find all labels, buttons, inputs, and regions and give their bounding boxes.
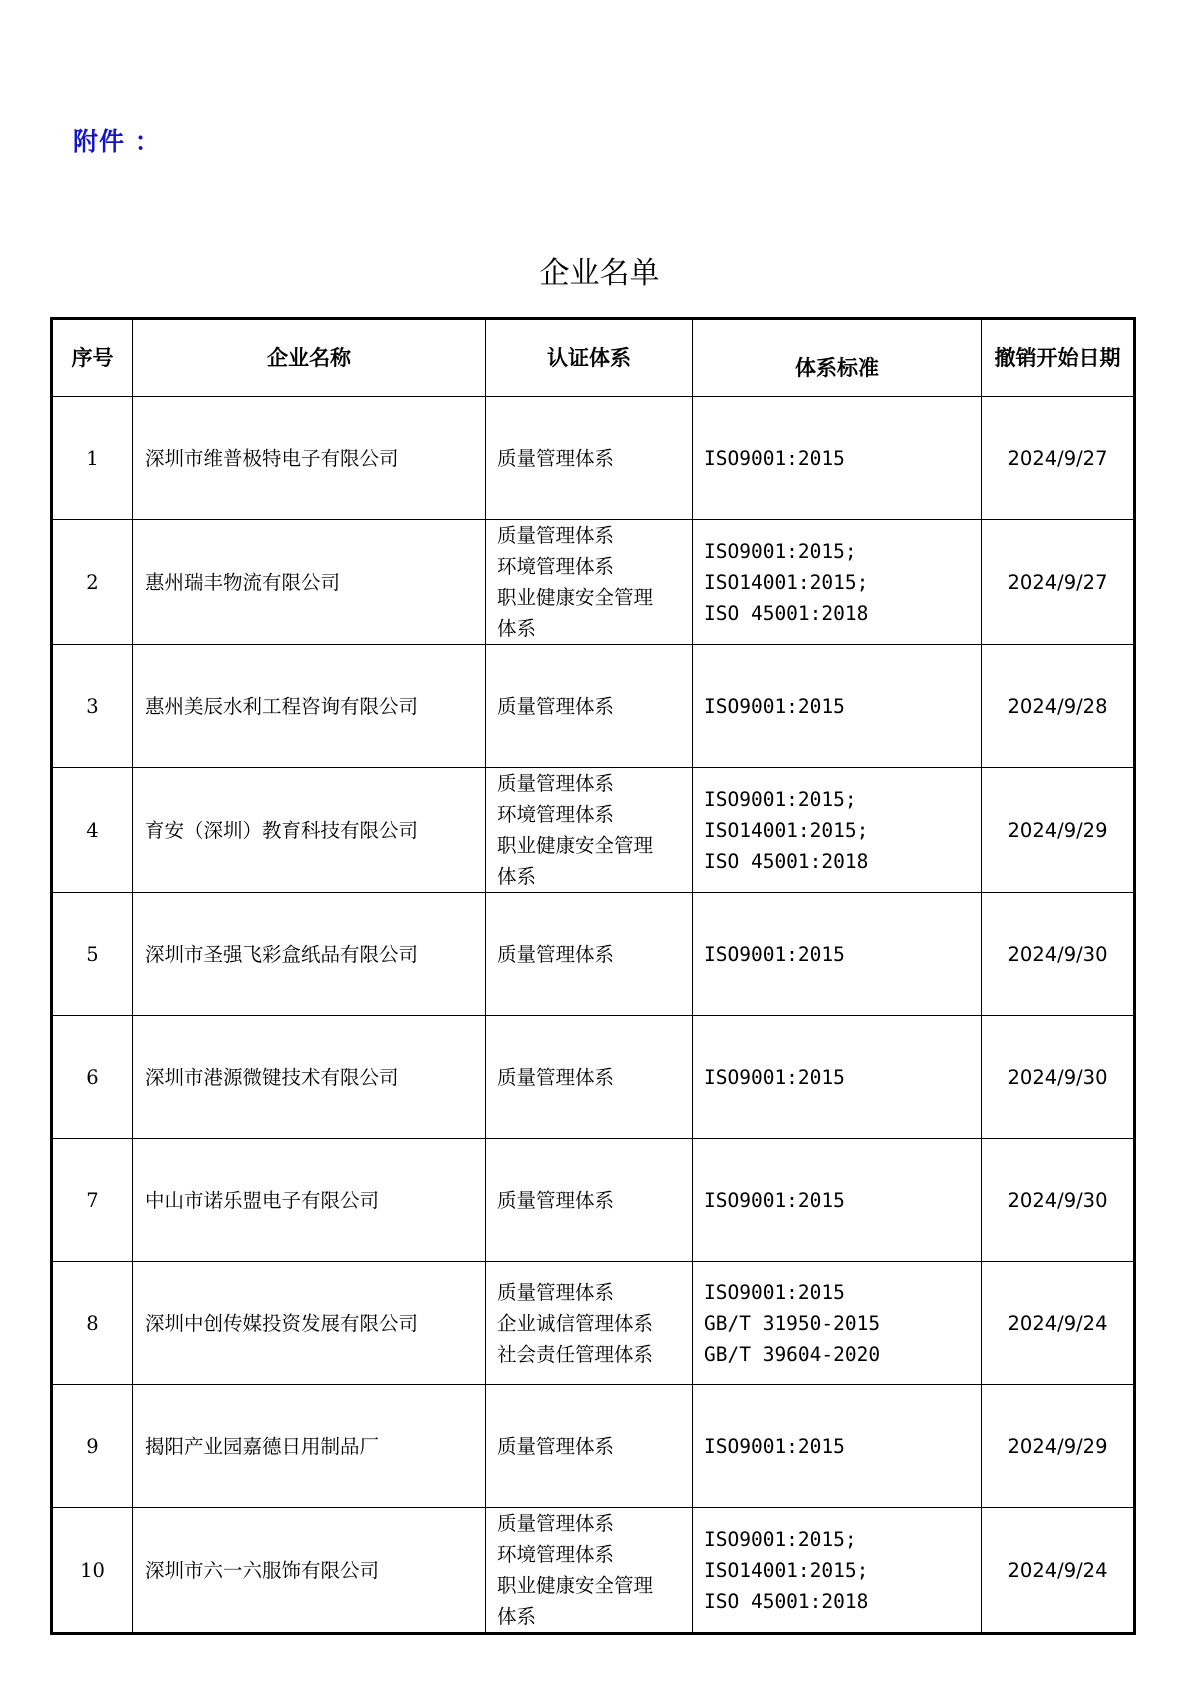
cert-system-line: 体系 (497, 865, 537, 888)
table-row (52, 893, 1135, 1016)
cert-system-line: 质量管理体系 (497, 1188, 615, 1212)
row-seq: 6 (52, 1016, 133, 1139)
row-standards (693, 1385, 982, 1508)
row-cert-systems (486, 1508, 693, 1634)
table-row (52, 1016, 1135, 1139)
cert-system-line: 社会责任管理体系 (497, 1342, 654, 1366)
row-revoke-date: 2024/9/29 (982, 768, 1135, 893)
standard-line: ISO9001:2015 (704, 1065, 845, 1089)
standard-line: ISO9001:2015; (704, 539, 857, 563)
row-revoke-date: 2024/9/30 (982, 893, 1135, 1016)
row-revoke-date: 2024/9/27 (982, 520, 1135, 645)
cert-system-line: 质量管理体系 (497, 1512, 615, 1535)
standard-line: ISO9001:2015; (704, 1527, 857, 1551)
row-company-name: 深圳市港源微键技术有限公司 (133, 1016, 486, 1139)
cert-system-line: 职业健康安全管理 (497, 834, 654, 857)
cert-system-line: 环境管理体系 (497, 803, 615, 826)
row-cert-systems (486, 1139, 693, 1262)
header-revoke-date: 撤销开始日期 (982, 319, 1135, 397)
standard-line: ISO9001:2015 (704, 1434, 845, 1458)
row-company-name: 育安（深圳）教育科技有限公司 (133, 768, 486, 893)
standard-line: ISO14001:2015; (704, 1558, 869, 1582)
row-standards (693, 893, 982, 1016)
cert-system-line: 环境管理体系 (497, 1543, 615, 1566)
standard-line: GB/T 31950-2015 (704, 1311, 881, 1335)
standard-line: ISO9001:2015 (704, 1188, 845, 1212)
row-seq: 5 (52, 893, 133, 1016)
row-revoke-date: 2024/9/24 (982, 1508, 1135, 1634)
row-standards (693, 520, 982, 645)
row-revoke-date: 2024/9/24 (982, 1262, 1135, 1385)
row-company-name: 深圳市圣强飞彩盒纸品有限公司 (133, 893, 486, 1016)
enterprise-table (50, 317, 1136, 1635)
cert-system-line: 质量管理体系 (497, 1065, 615, 1089)
row-seq: 1 (52, 397, 133, 520)
row-company-name: 深圳市维普极特电子有限公司 (133, 397, 486, 520)
header-seq: 序号 (52, 319, 133, 397)
cert-system-line: 质量管理体系 (497, 942, 615, 966)
cert-system-line: 体系 (497, 1605, 537, 1628)
row-seq: 3 (52, 645, 133, 768)
table-header-row (52, 319, 1135, 397)
row-cert-systems (486, 645, 693, 768)
row-seq: 10 (52, 1508, 133, 1634)
row-revoke-date: 2024/9/28 (982, 645, 1135, 768)
row-standards (693, 397, 982, 520)
standard-line: ISO 45001:2018 (704, 849, 869, 873)
row-standards (693, 1016, 982, 1139)
cert-system-line: 环境管理体系 (497, 555, 615, 578)
standard-line: ISO9001:2015 (704, 1280, 845, 1304)
table-row (52, 1139, 1135, 1262)
standard-line: GB/T 39604-2020 (704, 1342, 881, 1366)
row-revoke-date: 2024/9/30 (982, 1016, 1135, 1139)
row-revoke-date: 2024/9/30 (982, 1139, 1135, 1262)
row-company-name: 惠州瑞丰物流有限公司 (133, 520, 486, 645)
cert-system-line: 质量管理体系 (497, 1280, 615, 1304)
standard-line: ISO9001:2015 (704, 694, 845, 718)
row-company-name: 中山市诺乐盟电子有限公司 (133, 1139, 486, 1262)
header-name: 企业名称 (133, 319, 486, 397)
table-row (52, 645, 1135, 768)
standard-line: ISO9001:2015; (704, 787, 857, 811)
row-company-name: 深圳中创传媒投资发展有限公司 (133, 1262, 486, 1385)
row-standards (693, 1508, 982, 1634)
cert-system-line: 职业健康安全管理 (497, 586, 654, 609)
row-revoke-date: 2024/9/29 (982, 1385, 1135, 1508)
table-row (52, 397, 1135, 520)
row-cert-systems (486, 768, 693, 893)
row-standards (693, 768, 982, 893)
row-cert-systems (486, 1016, 693, 1139)
cert-system-line: 质量管理体系 (497, 446, 615, 470)
cert-system-line: 职业健康安全管理 (497, 1574, 654, 1597)
table-body (52, 397, 1135, 1634)
row-revoke-date: 2024/9/27 (982, 397, 1135, 520)
row-company-name: 揭阳产业园嘉德日用制品厂 (133, 1385, 486, 1508)
table-row (52, 768, 1135, 893)
cert-system-line: 企业诚信管理体系 (497, 1311, 654, 1335)
cert-system-line: 质量管理体系 (497, 524, 615, 547)
cert-system-line: 质量管理体系 (497, 1434, 615, 1458)
attachment-label: 附件 ： (73, 127, 161, 156)
table-row (52, 1508, 1135, 1634)
row-standards (693, 645, 982, 768)
row-seq: 2 (52, 520, 133, 645)
row-seq: 9 (52, 1385, 133, 1508)
cert-system-line: 质量管理体系 (497, 772, 615, 795)
cert-system-line: 质量管理体系 (497, 694, 615, 718)
row-standards (693, 1139, 982, 1262)
standard-line: ISO 45001:2018 (704, 601, 869, 625)
row-cert-systems (486, 1385, 693, 1508)
row-cert-systems (486, 1262, 693, 1385)
row-cert-systems (486, 893, 693, 1016)
standard-line: ISO 45001:2018 (704, 1589, 869, 1613)
standard-line: ISO14001:2015; (704, 818, 869, 842)
row-company-name: 深圳市六一六服饰有限公司 (133, 1508, 486, 1634)
standard-line: ISO9001:2015 (704, 446, 845, 470)
table-row (52, 1385, 1135, 1508)
standard-line: ISO14001:2015; (704, 570, 869, 594)
table-row (52, 520, 1135, 645)
row-cert-systems (486, 397, 693, 520)
header-standard: 体系标准 (693, 319, 982, 397)
table-row (52, 1262, 1135, 1385)
row-seq: 8 (52, 1262, 133, 1385)
page-title: 企业名单 (539, 256, 660, 291)
row-seq: 4 (52, 768, 133, 893)
header-cert-system: 认证体系 (486, 319, 693, 397)
standard-line: ISO9001:2015 (704, 942, 845, 966)
row-cert-systems (486, 520, 693, 645)
row-standards (693, 1262, 982, 1385)
row-seq: 7 (52, 1139, 133, 1262)
row-company-name: 惠州美辰水利工程咨询有限公司 (133, 645, 486, 768)
cert-system-line: 体系 (497, 617, 537, 640)
